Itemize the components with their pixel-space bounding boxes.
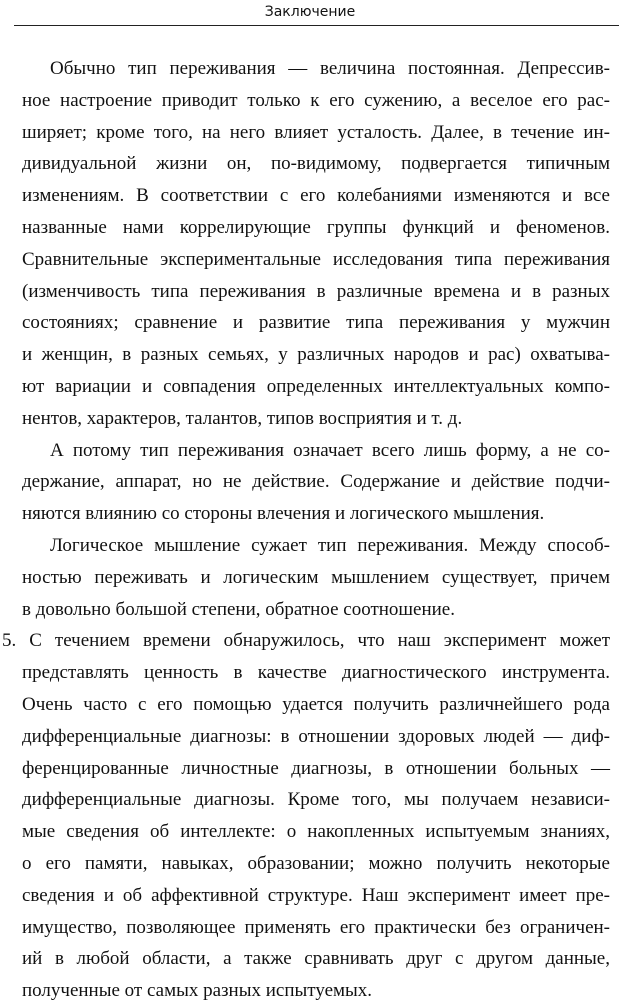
text-line: (изменчивость типа переживания в различные времена и в разных [22, 280, 610, 302]
paragraph-2 [22, 435, 610, 530]
text-line: Очень часто с его помощью удается получить различнейшего рода [22, 693, 610, 715]
text-line: дифференциальные диагнозы. Кроме того, мы получаем независи- [22, 789, 610, 811]
text-line: Логическое мышление сужает тип переживания. Между способ- [50, 534, 610, 556]
text-line: ий в любой области, а также сравнивать друг с другом данные, [22, 948, 610, 970]
text-line: и женщин, в разных семьях, у различных народов и рас) охватыва- [22, 344, 610, 366]
page-body [2, 53, 610, 1007]
text-line: о его памяти, навыках, образовании; можно получить некоторые [22, 852, 610, 874]
text-line: Обычно тип переживания — величина постоянная. Депрессив- [50, 58, 610, 79]
text-line: ностью переживать и логическим мышлением существует, причем [22, 566, 610, 588]
text-line: А потому тип переживания означает всего лишь форму, а не со- [50, 439, 610, 461]
text-line: ференцированные личностные диагнозы, в отношении больных — [22, 757, 610, 779]
text-line: Сравнительные экспериментальные исследования типа переживания [22, 248, 610, 270]
text-line: дивидуальной жизни он, по-видимому, подвергается типичным [22, 153, 610, 175]
text-line: полученные от самых разных испытуемых. [22, 980, 373, 1002]
text-line: состояниях; сравнение и развитие типа переживания у мужчин [22, 312, 610, 334]
paragraph-3 [22, 530, 610, 625]
text-line: нентов, характеров, талантов, типов восприятия и т. д. [22, 407, 463, 429]
paragraph-1 [22, 53, 610, 435]
text-line: дифференциальные диагнозы: в отношении здоровых людей — диф- [22, 725, 610, 747]
text-segment: С течением времени обнаружилось, что наш эксперимент может [16, 630, 610, 652]
text-line: держание, аппарат, но не действие. Содержание и действие подчи- [22, 471, 610, 493]
text-line: ют вариации и совпадения определенных интеллектуальных компо- [22, 375, 610, 397]
item-number: 5. [2, 630, 17, 652]
text-line: имущество, позволяющее применять его практически без ограничен- [22, 916, 610, 938]
text-line: ширяет; кроме того, на него влияет усталость. Далее, в течение ин- [22, 121, 610, 143]
text-line: изменениям. В соответствии с его колебаниями изменяются и все [22, 185, 610, 207]
list-item-first-line [2, 625, 610, 657]
text-line: представлять ценность в качестве диагностического инструмента. [22, 662, 610, 684]
running-header: Заключение [264, 4, 356, 20]
header-rule [14, 25, 619, 26]
text-line: сведения и об аффективной структуре. Наш эксперимент имеет пре- [22, 884, 610, 906]
text-line: названные нами коррелирующие группы функций и феноменов. [22, 216, 610, 238]
text-line: ное настроение приводит только к его сужению, а веселое его рас- [22, 89, 610, 111]
text-line: мые сведения об интеллекте: о накопленных испытуемым знаниях, [22, 821, 610, 843]
text-line: няются влиянию со стороны влечения и логического мышления. [22, 503, 545, 525]
text-line: в довольно большой степени, обратное соотношение. [22, 598, 455, 620]
numbered-item-5 [2, 625, 610, 1007]
